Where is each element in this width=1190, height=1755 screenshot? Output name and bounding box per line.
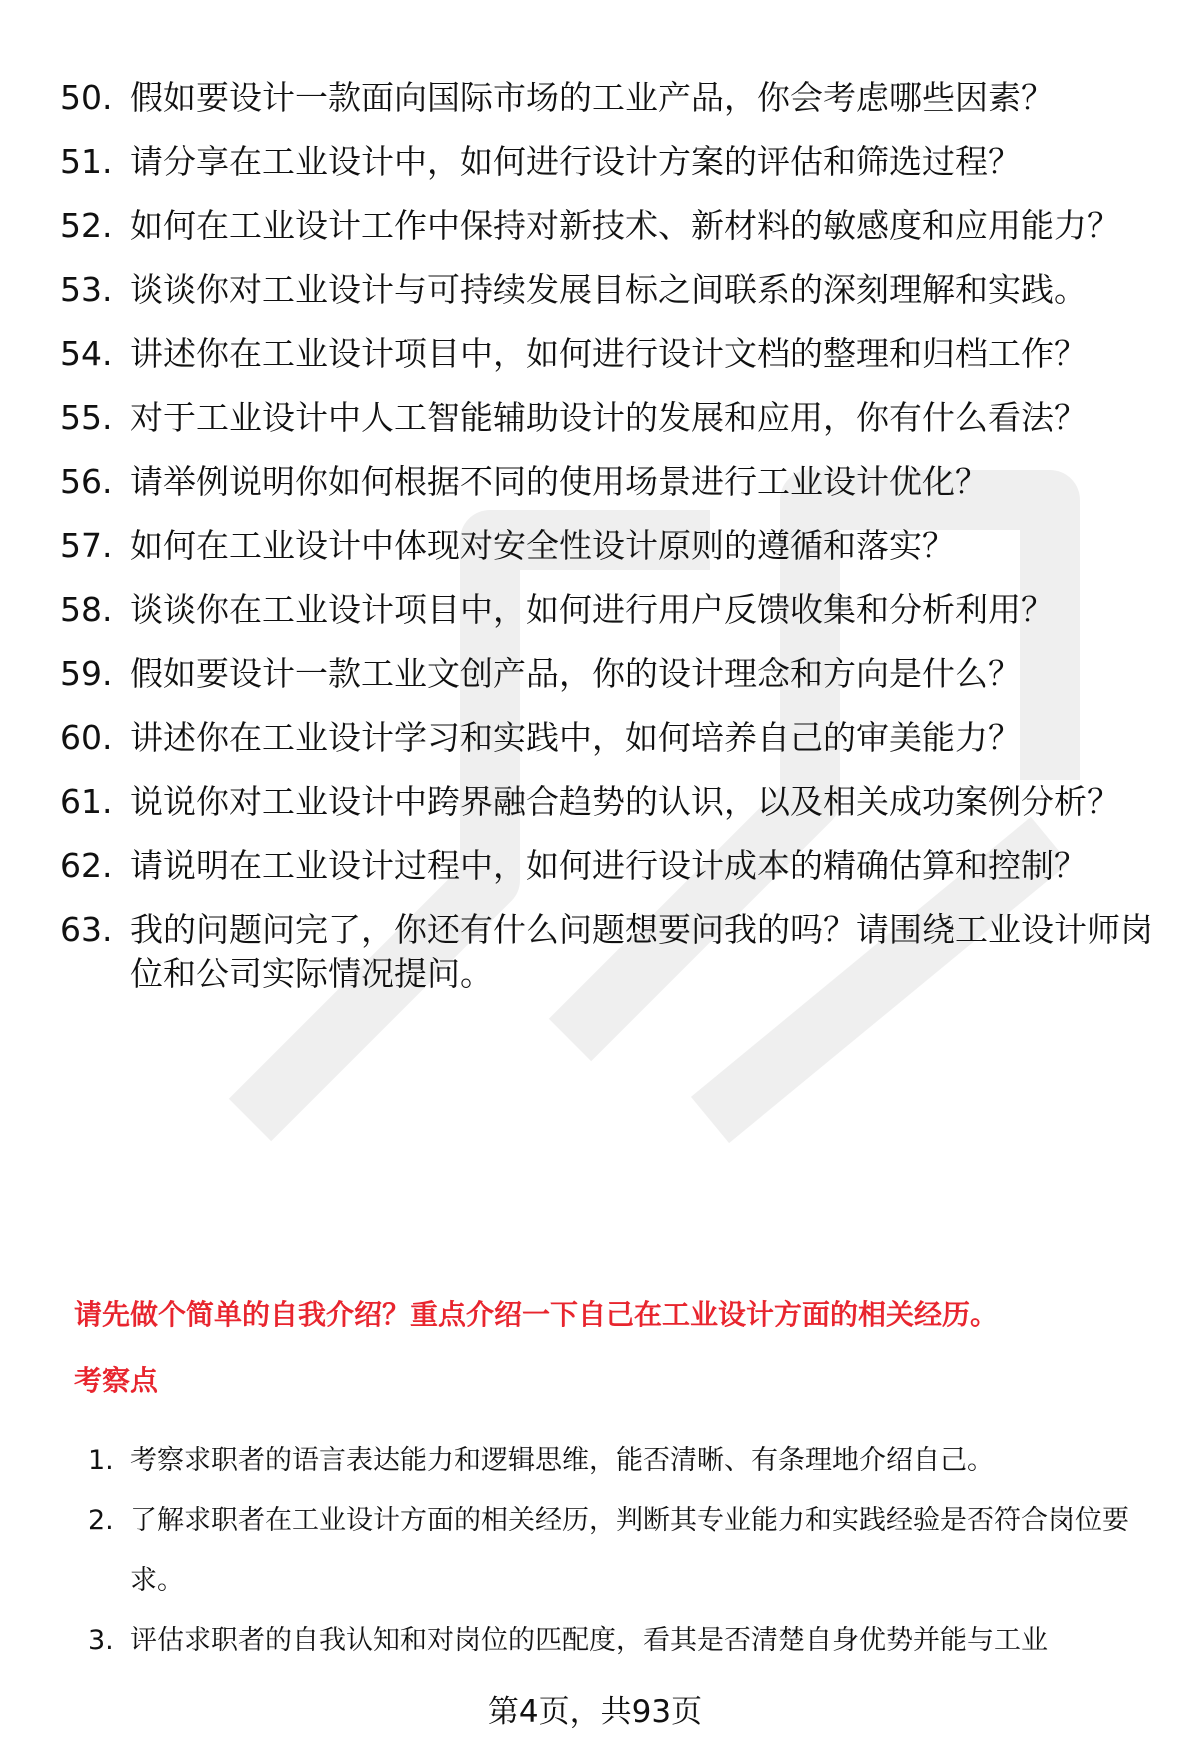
point-number: 3. [88, 1625, 114, 1656]
assessment-point [0, 1611, 1190, 1671]
question-number: 63. [60, 910, 113, 949]
question-text: 讲述你在工业设计项目中，如何进行设计文档的整理和归档工作？ [130, 334, 1087, 373]
question-item [0, 396, 1190, 440]
point-number: 2. [88, 1505, 114, 1536]
question-item [0, 268, 1190, 312]
question-number: 50. [60, 78, 113, 117]
question-text: 如何在工业设计工作中保持对新技术、新材料的敏感度和应用能力？ [130, 206, 1120, 245]
question-number: 58. [60, 590, 113, 629]
question-text: 请说明在工业设计过程中，如何进行设计成本的精确估算和控制？ [130, 846, 1087, 885]
question-item [0, 76, 1190, 120]
point-text: 考察求职者的语言表达能力和逻辑思维，能否清晰、有条理地介绍自己。 [130, 1445, 994, 1476]
question-number: 62. [60, 846, 113, 885]
question-text: 讲述你在工业设计学习和实践中，如何培养自己的审美能力？ [130, 718, 1021, 757]
assessment-point [0, 1491, 1190, 1611]
question-text: 假如要设计一款工业文创产品，你的设计理念和方向是什么？ [130, 654, 1021, 693]
assessment-points-list [0, 1431, 1190, 1671]
question-text: 谈谈你在工业设计项目中，如何进行用户反馈收集和分析利用？ [130, 590, 1054, 629]
question-number: 55. [60, 398, 113, 437]
question-number: 56. [60, 462, 113, 501]
section-title: 请先做个简单的自我介绍？重点介绍一下自己在工业设计方面的相关经历。 [74, 1298, 999, 1331]
question-item [0, 524, 1190, 568]
point-text: 评估求职者的自我认知和对岗位的匹配度，看其是否清楚自身优势并能与工业 [130, 1625, 1048, 1656]
point-number: 1. [88, 1445, 114, 1476]
point-text: 了解求职者在工业设计方面的相关经历，判断其专业能力和实践经验是否符合岗位要求。 [130, 1505, 1129, 1596]
question-number: 54. [60, 334, 113, 373]
question-item [0, 652, 1190, 696]
question-number: 53. [60, 270, 113, 309]
question-number: 57. [60, 526, 113, 565]
question-text: 说说你对工业设计中跨界融合趋势的认识，以及相关成功案例分析？ [130, 782, 1120, 821]
question-item [0, 908, 1190, 996]
page-footer: 第4页，共93页 [487, 1694, 703, 1730]
question-text: 对于工业设计中人工智能辅助设计的发展和应用，你有什么看法？ [130, 398, 1087, 437]
assessment-point [0, 1431, 1190, 1491]
question-number: 60. [60, 718, 113, 757]
question-number: 52. [60, 206, 113, 245]
question-item [0, 588, 1190, 632]
question-text: 如何在工业设计中体现对安全性设计原则的遵循和落实？ [130, 526, 955, 565]
question-item [0, 716, 1190, 760]
question-item [0, 332, 1190, 376]
question-text: 我的问题问完了，你还有什么问题想要问我的吗？请围绕工业设计师岗位和公司实际情况提问。 [130, 910, 1153, 993]
question-item [0, 780, 1190, 824]
section-subtitle: 考察点 [74, 1364, 159, 1397]
question-number: 59. [60, 654, 113, 693]
question-item [0, 204, 1190, 248]
question-number: 61. [60, 782, 113, 821]
question-item [0, 460, 1190, 504]
question-text: 假如要设计一款面向国际市场的工业产品，你会考虑哪些因素？ [130, 78, 1054, 117]
question-number: 51. [60, 142, 113, 181]
question-text: 请分享在工业设计中，如何进行设计方案的评估和筛选过程？ [130, 142, 1021, 181]
question-text: 请举例说明你如何根据不同的使用场景进行工业设计优化？ [130, 462, 988, 501]
question-text: 谈谈你对工业设计与可持续发展目标之间联系的深刻理解和实践。 [130, 270, 1087, 309]
question-item [0, 140, 1190, 184]
question-list [0, 76, 1190, 1016]
question-item [0, 844, 1190, 888]
